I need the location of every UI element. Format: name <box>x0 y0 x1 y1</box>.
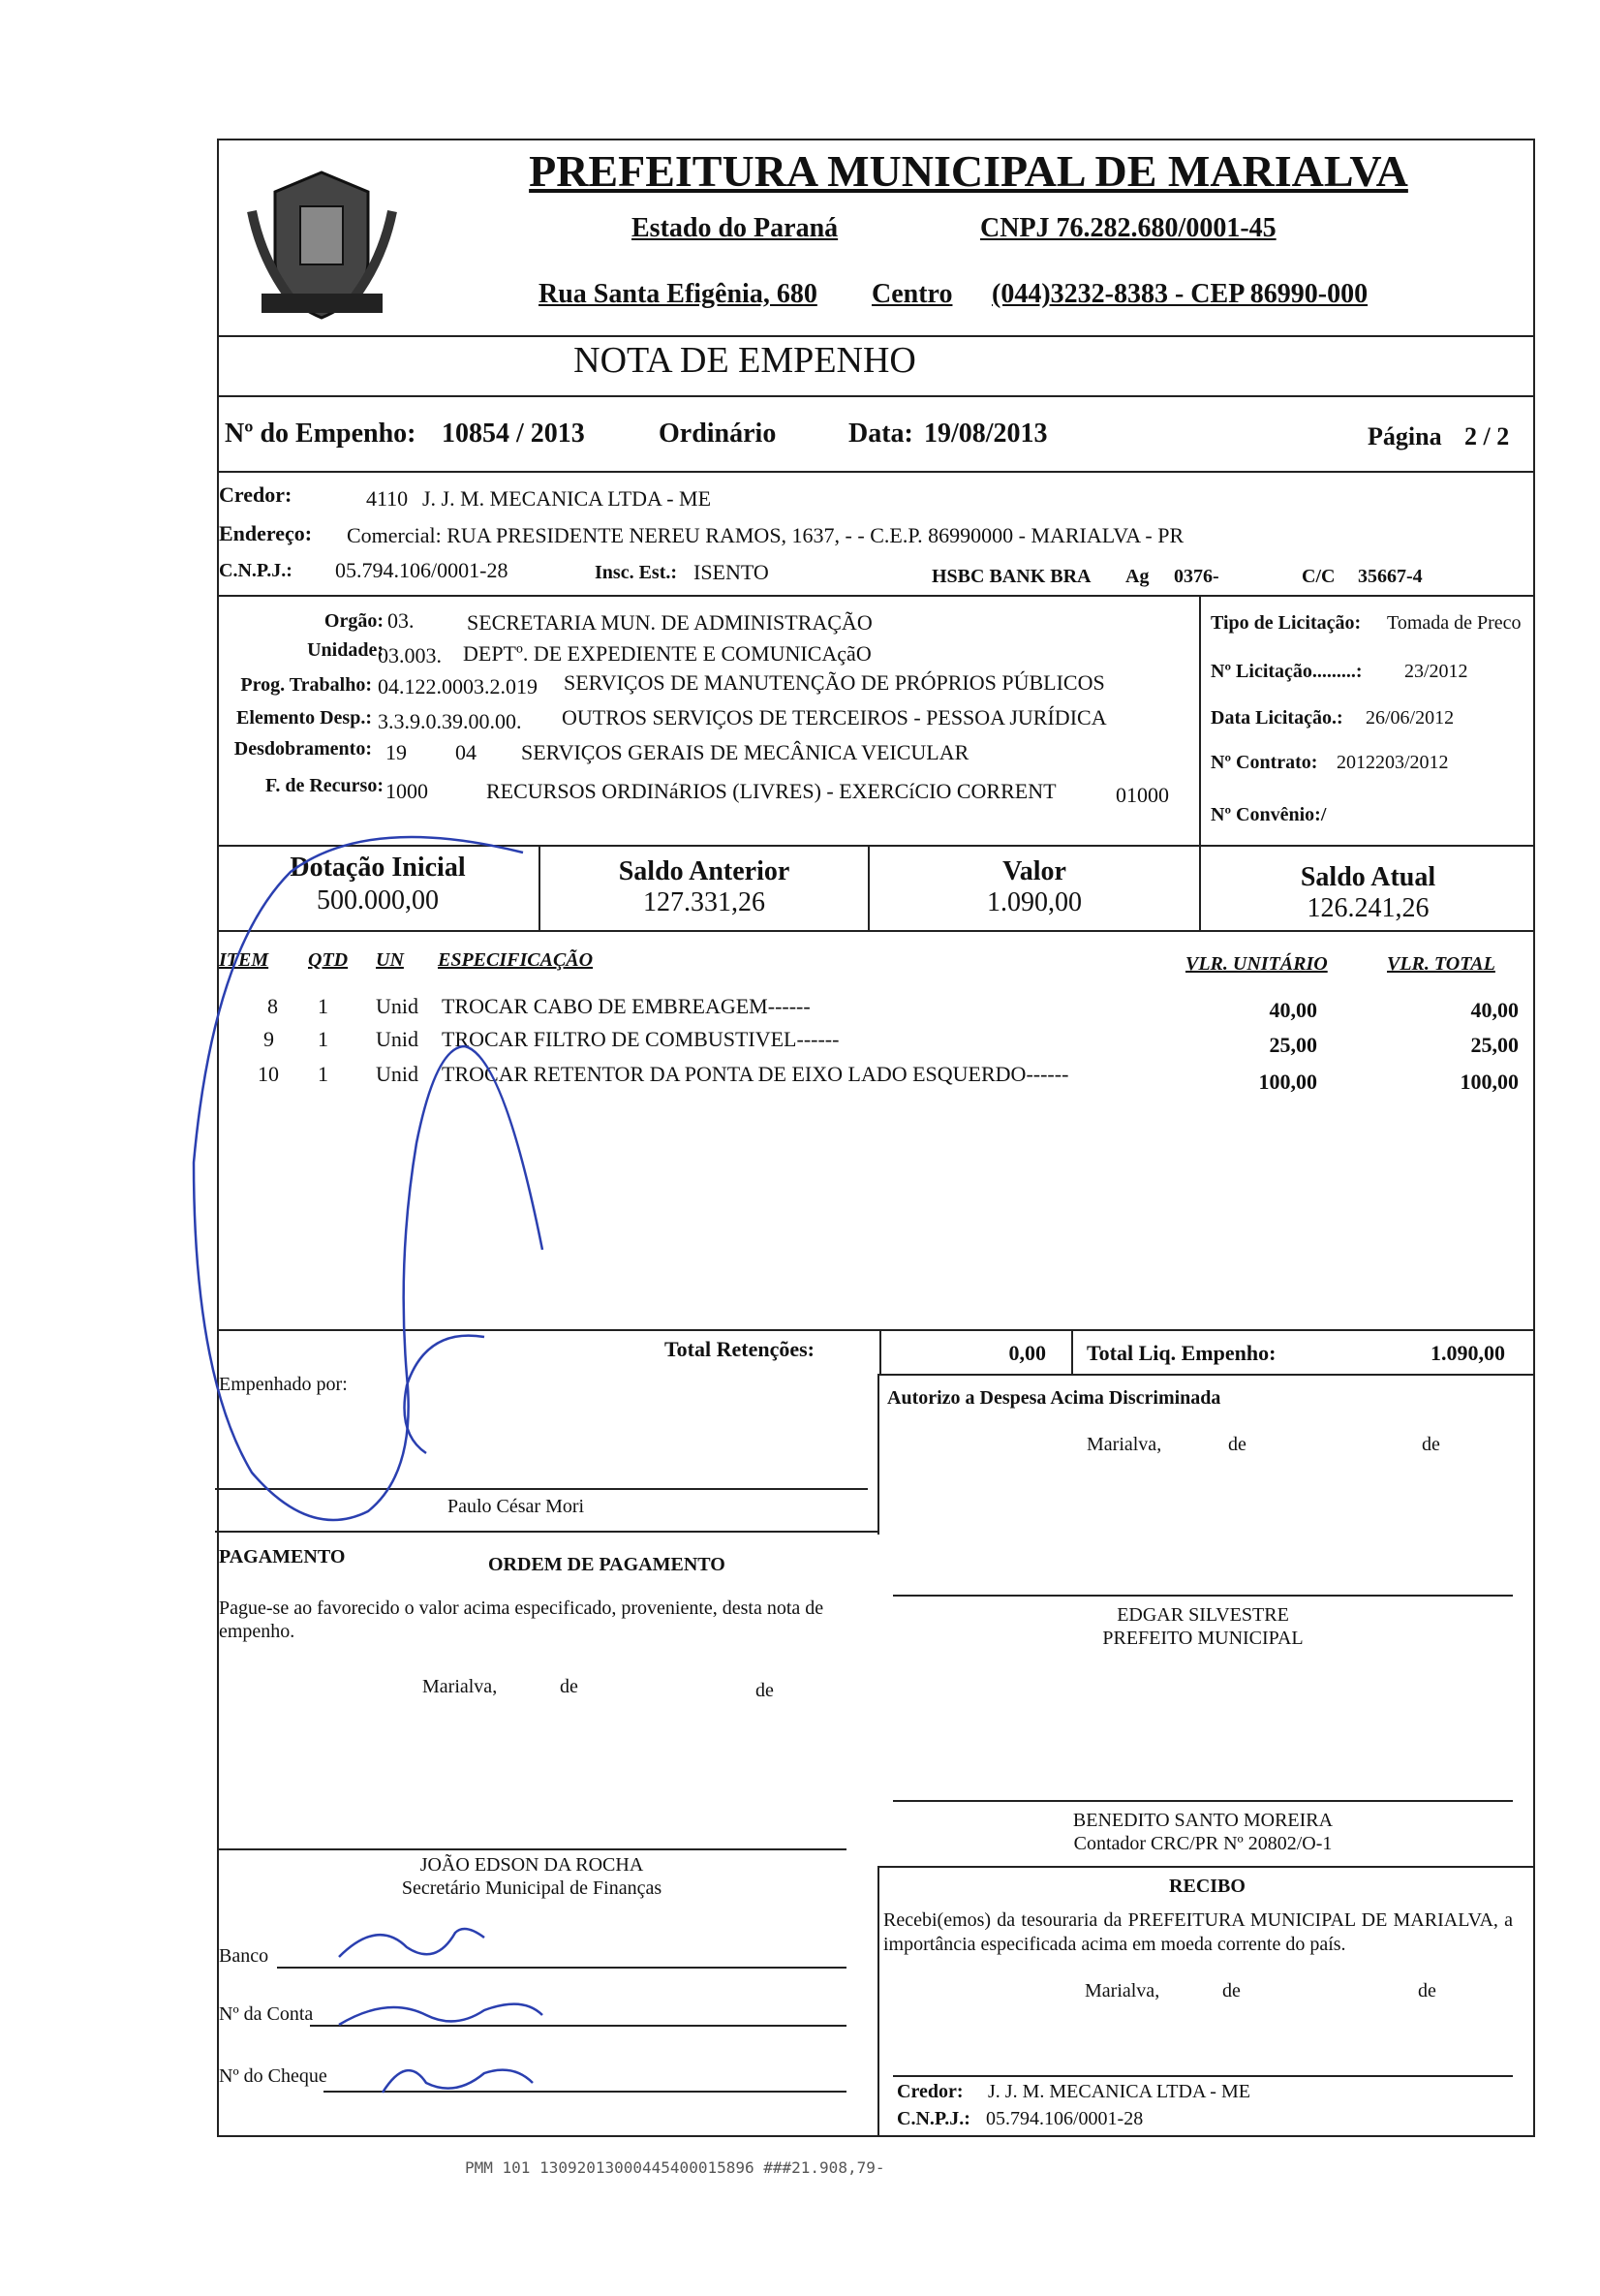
recibo-place: Marialva, <box>1085 1980 1160 2001</box>
autorizo-label: Autorizo a Despesa Acima Discriminada <box>887 1387 1221 1409</box>
item-row-1-qtd: 1 <box>318 1027 328 1051</box>
recibo-text: Recebi(emos) da tesouraria da PREFEITURA MUNICIPAL DE MARIALVA, a importância especificada acima em moeda corrente do país. <box>883 1909 1513 1955</box>
page-number: 2 / 2 <box>1464 422 1510 450</box>
item-row-1-desc: TROCAR FILTRO DE COMBUSTIVEL------ <box>442 1027 840 1051</box>
saldo-atual-label: Saldo Atual <box>1300 862 1436 892</box>
prog-trabalho-code: 04.122.0003.2.019 <box>378 674 538 698</box>
empenho-date: 19/08/2013 <box>924 419 1048 449</box>
header-title: PREFEITURA MUNICIPAL DE MARIALVA <box>529 146 1408 196</box>
bank-name: HSBC BANK BRA <box>932 566 1092 587</box>
secretario-role: Secretário Municipal de Finanças <box>401 1877 662 1899</box>
orgao-label: Orgão: <box>323 610 384 632</box>
recibo-credor-label: Credor: <box>897 2081 964 2102</box>
col-un: UN <box>376 949 404 971</box>
recibo-title: RECIBO <box>1169 1876 1246 1897</box>
empenho-date-label: Data: <box>848 419 913 449</box>
elemento-label: Elemento Desp.: <box>236 707 372 729</box>
ordem-pagamento: ORDEM DE PAGAMENTO <box>488 1554 725 1575</box>
item-row-0-total: 40,00 <box>1470 998 1519 1022</box>
pagamento-de1: de <box>560 1676 578 1697</box>
empenho-type: Ordinário <box>659 419 777 449</box>
item-row-2-unit: 100,00 <box>1258 1070 1317 1094</box>
data-licitacao-label: Data Licitação.: <box>1211 707 1343 729</box>
contrato-label: Nº Contrato: <box>1211 752 1318 773</box>
pagamento-text: Pague-se ao favorecido o valor acima especificado, proveniente, desta nota de empenho. <box>219 1598 824 1642</box>
pagamento-label: PAGAMENTO <box>219 1546 346 1567</box>
recibo-cnpj-value: 05.794.106/0001-28 <box>986 2108 1144 2129</box>
orgao-desc: SECRETARIA MUN. DE ADMINISTRAÇÃO <box>467 610 873 635</box>
recurso-extra-code: 01000 <box>1116 783 1169 807</box>
liq-label: Total Liq. Empenho: <box>1087 1341 1277 1365</box>
recibo-credor-value: J. J. M. MECANICA LTDA - ME <box>988 2081 1250 2102</box>
retencoes-label: Total Retenções: <box>664 1337 815 1361</box>
item-row-1-unit: 25,00 <box>1269 1033 1317 1057</box>
item-row-2-item: 10 <box>258 1062 279 1086</box>
num-licitacao-label: Nº Licitação.........: <box>1211 661 1363 682</box>
unidade-desc: DEPTº. DE EXPEDIENTE E COMUNICAçãO <box>463 641 872 666</box>
contador-name: BENEDITO SANTO MOREIRA <box>1072 1810 1334 1831</box>
col-item: ITEM <box>219 949 269 971</box>
autorizo-de2: de <box>1422 1434 1440 1455</box>
liq-value: 1.090,00 <box>1431 1341 1505 1365</box>
empenhado-name: Paulo César Mori <box>447 1496 585 1517</box>
col-qtd: QTD <box>308 949 349 971</box>
prefeito-role: PREFEITO MUNICIPAL <box>1102 1628 1304 1649</box>
item-row-0-un: Unid <box>376 994 418 1018</box>
item-row-1-un: Unid <box>376 1027 418 1051</box>
pagamento-de2: de <box>755 1680 774 1701</box>
credor-name: J. J. M. MECANICA LTDA - ME <box>422 486 712 511</box>
item-row-0-unit: 40,00 <box>1269 998 1317 1022</box>
desdobramento-extra: 04 <box>455 740 477 764</box>
item-row-1-item: 9 <box>263 1027 274 1051</box>
item-row-0-desc: TROCAR CABO DE EMBREAGEM------ <box>442 994 811 1018</box>
unidade-code: 03.003. <box>378 643 442 667</box>
header-state: Estado do Paraná <box>631 213 839 243</box>
address-value: Comercial: RUA PRESIDENTE NEREU RAMOS, 1637, - - C.E.P. 86990000 - MARIALVA - PR <box>347 523 1185 547</box>
desdobramento-code: 19 <box>385 740 407 764</box>
item-row-2-total: 100,00 <box>1460 1070 1519 1094</box>
elemento-desc: OUTROS SERVIÇOS DE TERCEIROS - PESSOA JURÍDICA <box>562 705 1107 729</box>
item-row-2-un: Unid <box>376 1062 418 1086</box>
cnpj-value: 05.794.106/0001-28 <box>335 558 508 582</box>
insc-label: Insc. Est.: <box>595 562 678 583</box>
saldo-anterior-value: 127.331,26 <box>643 887 765 917</box>
ag-label: Ag <box>1125 566 1150 587</box>
recibo-cnpj-label: C.N.P.J.: <box>897 2108 970 2129</box>
dotacao-label: Dotação Inicial <box>290 853 466 883</box>
item-row-2-desc: TROCAR RETENTOR DA PONTA DE EIXO LADO ESQUERDO------ <box>442 1062 1069 1086</box>
unidade-label: Unidade: <box>307 639 384 661</box>
recibo-de2: de <box>1418 1980 1436 2001</box>
recibo-de1: de <box>1222 1980 1241 2001</box>
prog-trabalho-desc: SERVIÇOS DE MANUTENÇÃO DE PRÓPRIOS PÚBLICOS <box>564 670 1105 695</box>
header-district: Centro <box>872 279 953 309</box>
retencoes-value: 0,00 <box>1008 1341 1046 1365</box>
conta-label: Nº da Conta <box>219 2003 314 2025</box>
contrato-value: 2012203/2012 <box>1337 752 1449 773</box>
insc-value: ISENTO <box>693 560 769 584</box>
doc-title: NOTA DE EMPENHO <box>573 340 916 381</box>
saldo-atual-value: 126.241,26 <box>1307 893 1430 923</box>
secretario-name: JOÃO EDSON DA ROCHA <box>419 1854 644 1876</box>
orgao-code: 03. <box>387 608 415 633</box>
autorizo-de1: de <box>1228 1434 1246 1455</box>
num-licitacao-value: 23/2012 <box>1404 661 1468 682</box>
cc-value: 35667-4 <box>1358 566 1423 587</box>
cnpj-label: C.N.P.J.: <box>219 560 292 581</box>
cheque-label: Nº do Cheque <box>219 2065 327 2087</box>
prefeito-name: EDGAR SILVESTRE <box>1117 1604 1289 1626</box>
recurso-code: 1000 <box>385 779 428 803</box>
data-licitacao-value: 26/06/2012 <box>1366 707 1455 729</box>
empenhado-label: Empenhado por: <box>219 1374 348 1395</box>
dotacao-value: 500.000,00 <box>317 885 439 915</box>
elemento-code: 3.3.9.0.39.00.00. <box>378 709 522 733</box>
contador-role: Contador CRC/PR Nº 20802/O-1 <box>1073 1833 1333 1854</box>
header-street: Rua Santa Efigênia, 680 <box>538 279 817 309</box>
desdobramento-label: Desdobramento: <box>233 738 372 760</box>
item-row-0-item: 8 <box>267 994 278 1018</box>
footer-code: PMM 101 13092013000445400015896 ###21.908,79- <box>465 2158 885 2177</box>
banco-label: Banco <box>219 1945 269 1967</box>
col-vlr-unitario: VLR. UNITÁRIO <box>1185 953 1328 975</box>
valor-value: 1.090,00 <box>987 887 1082 917</box>
prog-trabalho-label: Prog. Trabalho: <box>240 674 372 696</box>
empenho-label: Nº do Empenho: <box>225 419 416 449</box>
empenho-number: 10854 / 2013 <box>442 419 585 449</box>
item-row-1-total: 25,00 <box>1470 1033 1519 1057</box>
recurso-label: F. de Recurso: <box>264 775 384 796</box>
valor-label: Valor <box>1002 856 1066 886</box>
tipo-licitacao-value: Tomada de Preco <box>1387 612 1522 634</box>
convenio-label: Nº Convênio:/ <box>1211 804 1327 825</box>
autorizo-place: Marialva, <box>1087 1434 1162 1455</box>
credor-code: 4110 <box>366 486 409 511</box>
col-especificacao: ESPECIFICAÇÃO <box>438 949 594 971</box>
address-label: Endereço: <box>219 521 313 545</box>
credor-label: Credor: <box>219 482 292 507</box>
pagamento-place: Marialva, <box>422 1676 498 1697</box>
page-label: Página <box>1368 422 1442 450</box>
header-cnpj: CNPJ 76.282.680/0001-45 <box>980 213 1277 243</box>
cc-label: C/C <box>1302 566 1336 587</box>
desdobramento-desc: SERVIÇOS GERAIS DE MECÂNICA VEICULAR <box>521 740 969 764</box>
recurso-desc: RECURSOS ORDINáRIOS (LIVRES) - EXERCíCIO CORRENT <box>486 779 1057 803</box>
col-vlr-total: VLR. TOTAL <box>1387 953 1495 975</box>
header-phone-cep: (044)3232-8383 - CEP 86990-000 <box>992 279 1369 309</box>
tipo-licitacao-label: Tipo de Licitação: <box>1211 612 1362 634</box>
item-row-2-qtd: 1 <box>318 1062 328 1086</box>
item-row-0-qtd: 1 <box>318 994 328 1018</box>
ag-value: 0376- <box>1174 566 1219 587</box>
saldo-anterior-label: Saldo Anterior <box>618 856 790 886</box>
